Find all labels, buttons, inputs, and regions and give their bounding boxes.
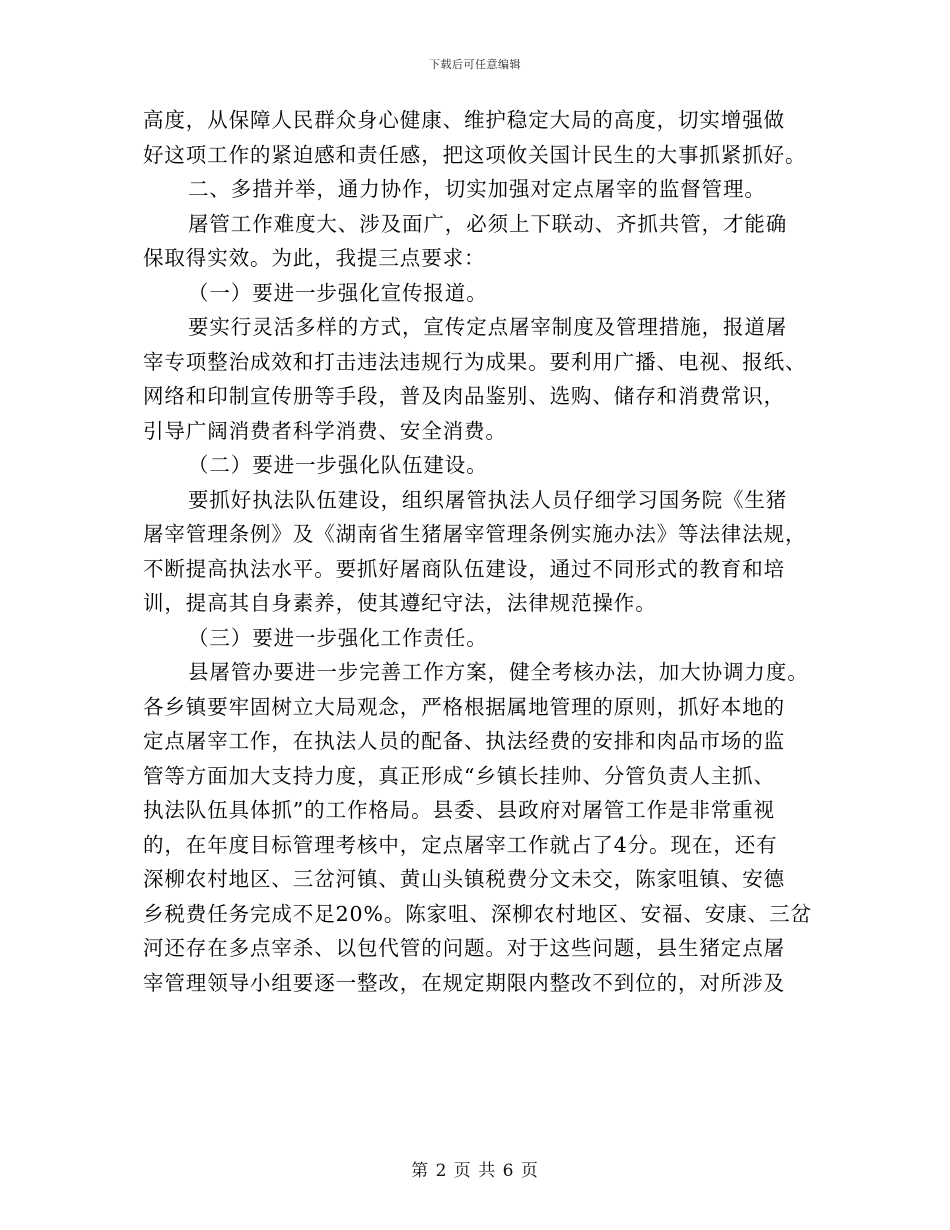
- text-line: 训，提高其自身素养，使其遵纪守法，法律规范操作。: [143, 591, 657, 615]
- text-line: 网络和印制宣传册等手段，普及肉品鉴别、选购、储存和消费常识，: [143, 384, 785, 408]
- text-line: 深柳农村地区、三岔河镇、黄山头镇税费分文未交，陈家咀镇、安德: [143, 867, 785, 891]
- text-line: （三）要进一步强化工作责任。: [188, 625, 488, 650]
- text-line: 要抓好执法队伍建设，组织屠管执法人员仔细学习国务院《生猪: [188, 487, 788, 512]
- text-line: 乡税费任务完成不足20%。陈家咀、深柳农村地区、安福、安康、三岔: [143, 901, 812, 926]
- text-line: 宰管理领导小组要逐一整改，在规定期限内整改不到位的，对所涉及: [143, 970, 785, 995]
- page-header: 下载后可任意编辑: [429, 58, 521, 71]
- text-line: 不断提高执法水平。要抓好屠商队伍建设，通过不同形式的教育和培: [143, 556, 785, 581]
- text-line: 各乡镇要牢固树立大局观念，严格根据属地管理的原则，抓好本地的: [143, 694, 785, 719]
- text-line: 引导广阔消费者科学消费、安全消费。: [143, 418, 507, 443]
- text-line: 好这项工作的紧迫感和责任感，把这项攸关国计民生的大事抓紧抓好。: [143, 142, 807, 167]
- text-line: （二）要进一步强化队伍建设。: [188, 453, 488, 477]
- text-line: （一）要进一步强化宣传报道。: [188, 280, 488, 305]
- text-line: 管等方面加大支持力度，真正形成“乡镇长挂帅、分管负责人主抓、: [143, 763, 775, 788]
- page-number-footer: 第 2 页 共 6 页: [411, 1161, 539, 1181]
- document-body: [143, 103, 813, 1000]
- text-line: 要实行灵活多样的方式，宣传定点屠宰制度及管理措施，报道屠: [188, 315, 788, 339]
- text-line: 执法队伍具体抓”的工作格局。县委、县政府对屠管工作是非常重视: [143, 798, 775, 822]
- text-line: 定点屠宰工作，在执法人员的配备、执法经费的安排和肉品市场的监: [143, 729, 785, 753]
- text-line: 的，在年度目标管理考核中，定点屠宰工作就占了4分。现在，还有: [143, 832, 778, 857]
- text-line: 高度，从保障人民群众身心健康、维护稳定大局的高度，切实增强做: [143, 108, 785, 132]
- text-line: 宰专项整治成效和打击违法违规行为成果。要利用广播、电视、报纸、: [143, 349, 807, 374]
- text-line: 屠管工作难度大、涉及面广，必须上下联动、齐抓共管，才能确: [188, 211, 788, 236]
- text-line: 县屠管办要进一步完善工作方案，健全考核办法，加大协调力度。: [188, 660, 809, 684]
- text-line: 河还存在多点宰杀、以包代管的问题。对于这些问题，县生猪定点屠: [143, 936, 785, 960]
- text-line: 保取得实效。为此，我提三点要求：: [143, 246, 486, 270]
- text-line: 二、多措并举，通力协作，切实加强对定点屠宰的监督管理。: [188, 177, 766, 201]
- text-line: 屠宰管理条例》及《湖南省生猪屠宰管理条例实施办法》等法律法规，: [143, 522, 807, 546]
